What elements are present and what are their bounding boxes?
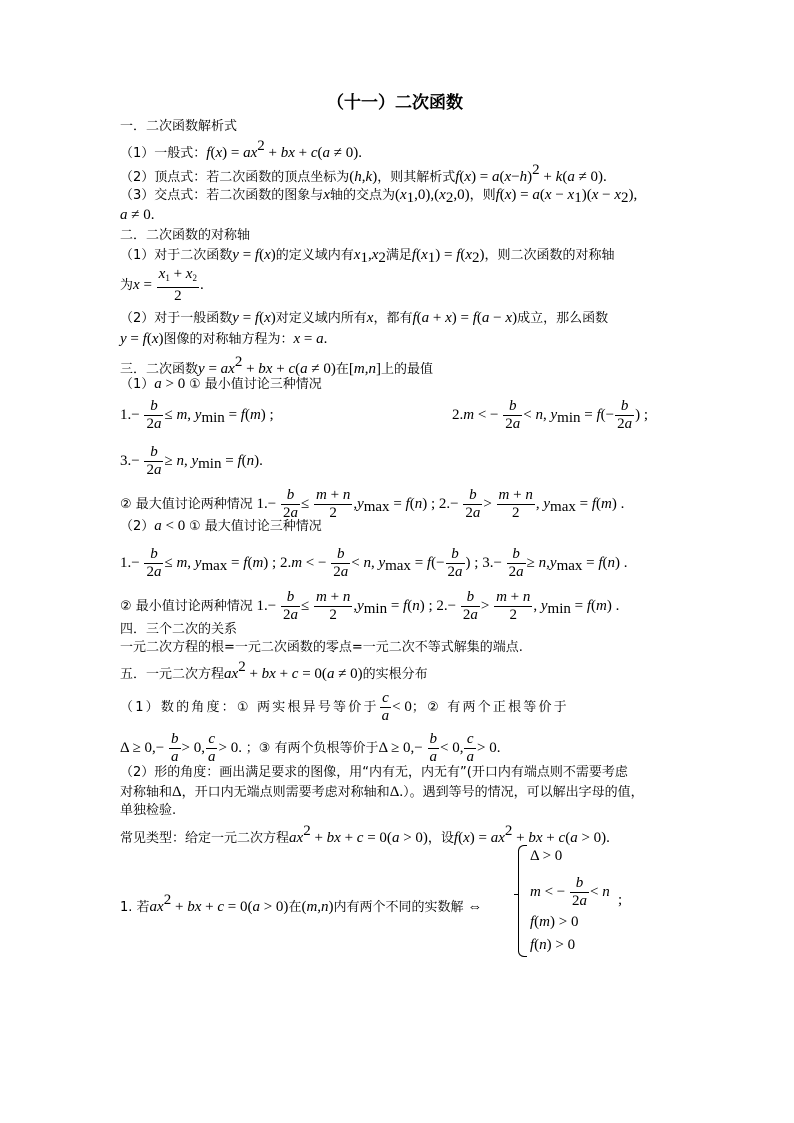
s3-c1-min-2: 2.m < − $\frac{b}{2a}$ < n, $y_{min} = f(-$ $\frac{b}{2a}$ ) ;: [452, 398, 649, 432]
s2-axis-formula: 为x = $\frac{x_1 + x_2}{2}$ .: [120, 266, 204, 304]
section-5-heading: 五．一元二次方程$ax^2$ + bx + c = 0(a ≠ 0)的实根分布: [120, 659, 428, 682]
s2-p1: （1）对于二次函数y = f(x)的定义域内有$x_1,x_2$满足$f(x_1) = f(x_2)$，则二次函数的对称轴: [120, 247, 615, 266]
s1-vertex-form: （2）顶点式：若二次函数的顶点坐标为(h,k)，则其解析式$f(x) = a(x-h)^2 + k(a \ne 0)$.: [120, 162, 607, 185]
s2-p2: （2）对于一般函数y = f(x)对定义域内所有x，都有f(a + x) = f(a − x)成立，那么函数: [120, 310, 609, 326]
s5-number-angle: （1）数的角度：① 两实根异号等价于 $\frac{c}{a}$ < 0；② 有两个正根等价于: [120, 690, 569, 724]
section-3-heading: 三．二次函数$y = ax^2$ + bx + c(a ≠ 0)在[m,n]上的最值: [120, 354, 433, 377]
s3-c1-min-1: 1.− $\frac{b}{2a}$ ≤ m, $y_{min} = f(m)$ ;: [120, 398, 274, 432]
s2-p2-cont: y = f(x)图像的对称轴方程为：x = a.: [120, 331, 328, 347]
s3-c1-max: ② 最大值讨论两种情况 1.− $\frac{b}{2a}$ ≤ $\frac{m + n}{2}$ $,y_{max} = f(n)$ ; 2.− $\frac{b}{2a}$ > $\frac{m + n}{2}$ , $y_{max} = f(m)$ .: [120, 487, 625, 521]
section-2-heading: 二．二次函数的对称轴: [120, 228, 251, 243]
s4-body: 一元二次方程的根=一元二次函数的零点=一元二次不等式解集的端点.: [120, 640, 523, 655]
s1-intercept-form: （3）交点式：若二次函数的图象与x轴的交点为$(x_1,0),(x_2,0)$，则$f(x) = a(x - x_1)(x - x_2)$,: [120, 187, 638, 206]
s1-condition: a ≠ 0.: [120, 207, 155, 223]
cond-axis: m < − $\frac{b}{2a}$ < n: [530, 875, 610, 909]
cond-semicolon: ;: [618, 892, 623, 908]
s3-case1: （1）a > 0 ① 最小值讨论三种情况: [120, 376, 322, 392]
section-4-heading: 四．三个二次的关系: [120, 622, 238, 637]
s5-shape-line2: 对称轴和Δ，开口内无端点则需要考虑对称轴和Δ.）。遇到等号的情况，可以解出字母的值，: [120, 784, 644, 800]
s5-shape-line1: （2）形的角度：画出满足要求的图像，用“内有无，内无有”(开口内有端点则不需要考虑: [120, 765, 628, 780]
page-title: （十一）二次函数: [327, 93, 463, 113]
s3-case2: （2）a < 0 ① 最大值讨论三种情况: [120, 518, 322, 534]
s5-shape-line3: 单独检验.: [120, 803, 177, 818]
s1-general-form: （1）一般式：$f(x) = ax^2$ + bx + c(a ≠ 0).: [120, 138, 363, 161]
s3-c1-min-3: 3.− $\frac{b}{2a}$ ≥ n, $y_{min} = f(n)$.: [120, 444, 263, 478]
s5-item-1: 1. 若$ax^2$ + bx + c = 0(a > 0)在(m,n)内有两个不同的实数解 ⇔: [120, 892, 483, 915]
conditions-brace: [518, 845, 527, 957]
cond-fm: f(m) > 0: [530, 914, 579, 930]
s3-c2-max: 1.− $\frac{b}{2a}$ ≤ m, $y_{max} = f(m)$ ; 2.m < − $\frac{b}{2a}$ < n, $y_{max} = f(-$ $\frac{b}{2a}$ ) ; 3.− $\frac{b}{2a}$ ≥ $n,y_{max} = f(n)$ .: [120, 546, 628, 580]
s5-common-types: 常见类型：给定一元二次方程$ax^2$ + bx + c = 0(a > 0)，设$f(x) = ax^2$ + bx + c(a > 0).: [120, 823, 610, 846]
section-1-heading: 一．二次函数解析式: [120, 119, 238, 134]
cond-delta: Δ > 0: [530, 848, 563, 864]
cond-fn: f(n) > 0: [530, 937, 576, 953]
s5-positive-negative: Δ ≥ 0,− $\frac{b}{a}$ > 0, $\frac{c}{a}$ > 0. ；③ 有两个负根等价于Δ ≥ 0,− $\frac{b}{a}$ < 0, $\frac{c}{a}$ > 0.: [120, 731, 501, 765]
s3-c2-min: ② 最小值讨论两种情况 1.− $\frac{b}{2a}$ ≤ $\frac{m + n}{2}$ $,y_{min} = f(n)$ ; 2.− $\frac{b}{2a}$ > $\frac{m + n}{2}$ , $y_{min} = f(m)$ .: [120, 589, 620, 623]
